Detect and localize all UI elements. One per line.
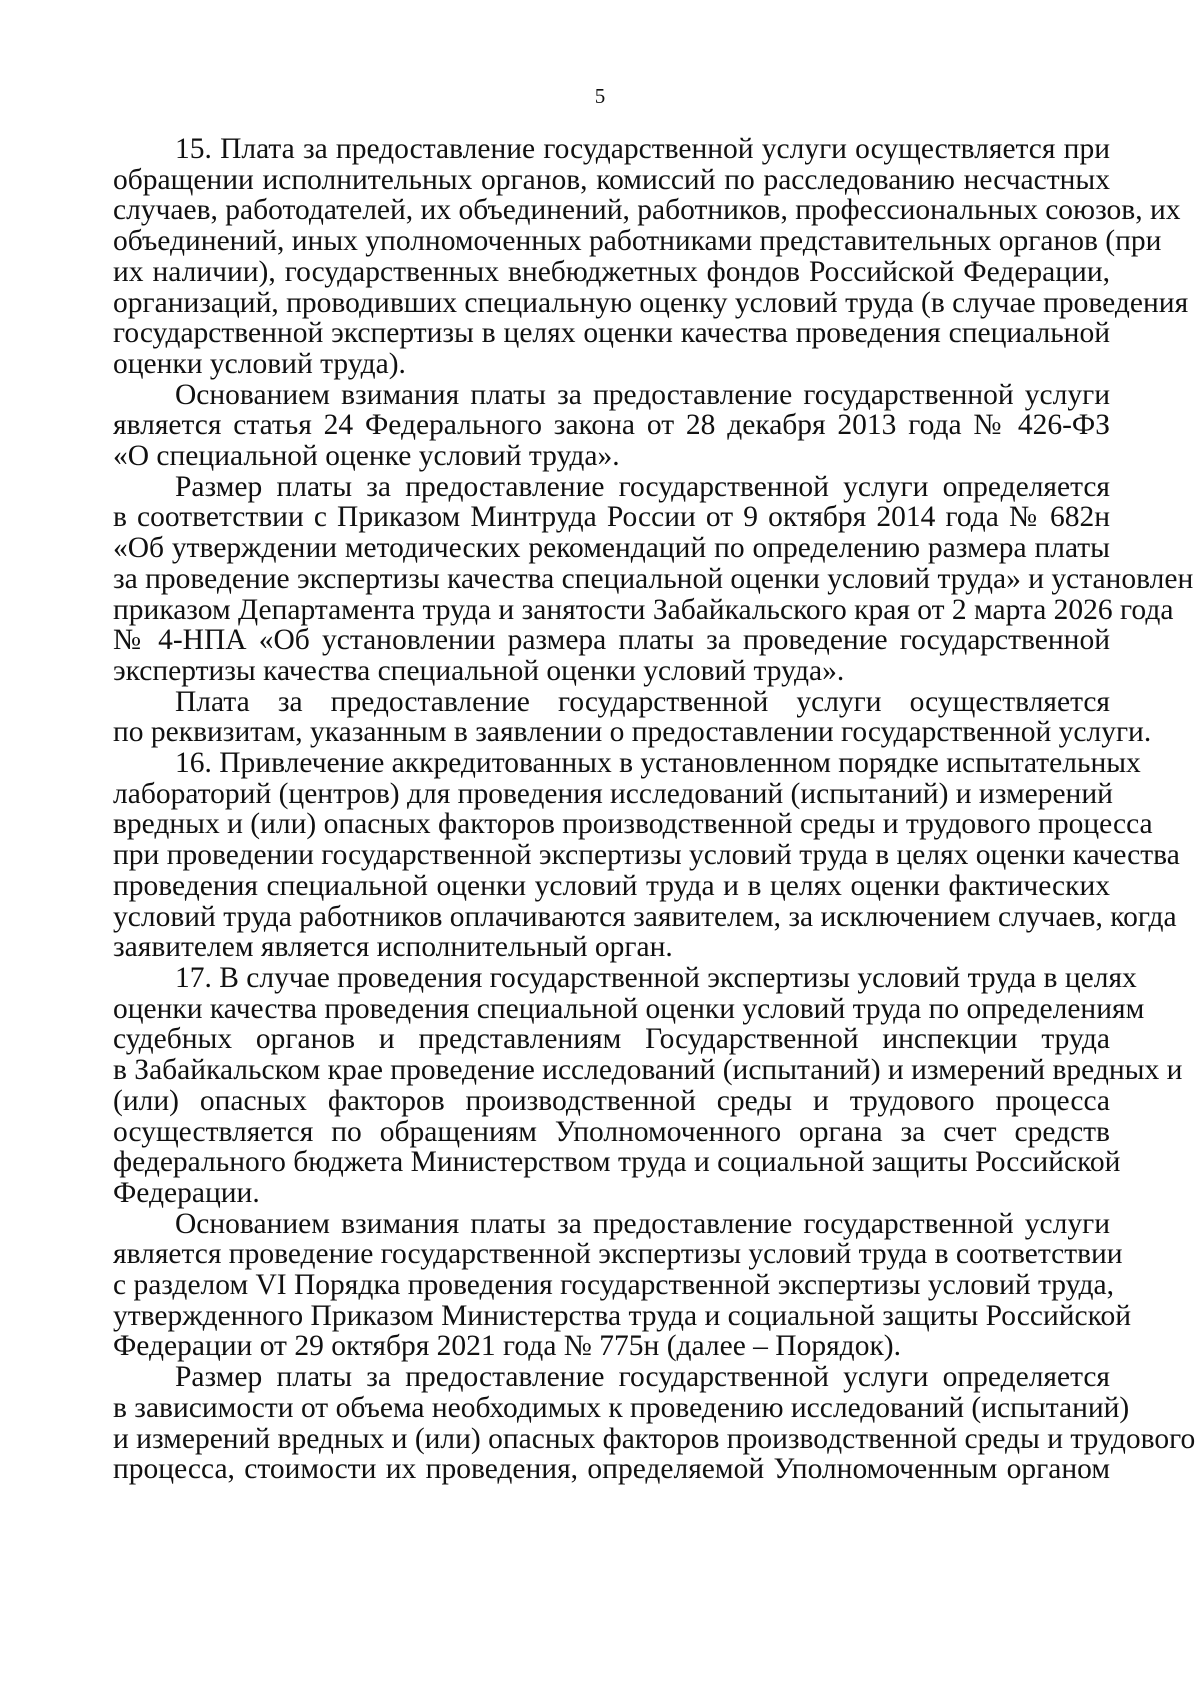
text-line: их наличии), государственных внебюджетных фондов Российской Федерации,: [113, 255, 1110, 288]
text-line: проведения специальной оценки условий труда и в целях оценки фактических: [113, 869, 1110, 902]
paragraph: [113, 747, 1180, 964]
text-line: утвержденного Приказом Министерства труда и социальной защиты Российской: [113, 1299, 1131, 1332]
text-line: осуществляется по обращениям Уполномоченного органа за счет средств: [113, 1115, 1110, 1148]
text-line: вредных и (или) опасных факторов производственной среды и трудового процесса: [113, 808, 1153, 841]
text-line: в зависимости от объема необходимых к проведению исследований (испытаний): [113, 1391, 1130, 1424]
text-line: процесса, стоимости их проведения, определяемой Уполномоченным органом: [113, 1453, 1110, 1486]
text-line: лабораторий (центров) для проведения исследований (испытаний) и измерений: [113, 777, 1113, 810]
paragraph: [113, 961, 1183, 1209]
text-line: «Об утверждении методических рекомендаций по определению размера платы: [113, 532, 1110, 565]
paragraph: [113, 470, 1194, 687]
text-line: 15. Плата за предоставление государственной услуги осуществляется при: [175, 133, 1110, 165]
text-line: экспертизы качества специальной оценки условий труда».: [113, 654, 845, 687]
text-line: с разделом VI Порядка проведения государственной экспертизы условий труда,: [113, 1269, 1115, 1302]
text-line: 16. Привлечение аккредитованных в установленном порядке испытательных: [175, 747, 1141, 780]
text-line: Основанием взимания платы за предоставление государственной услуги: [175, 378, 1110, 411]
text-line: федерального бюджета Министерством труда и социальной защиты Российской: [113, 1146, 1121, 1179]
text-line: является статья 24 Федерального закона от 28 декабря 2013 года № 426-ФЗ: [113, 409, 1110, 442]
paragraph: [113, 1207, 1131, 1363]
text-line: Федерации.: [113, 1176, 260, 1209]
text-line: оценки качества проведения специальной оценки условий труда по определениям: [113, 992, 1145, 1025]
text-line: Федерации от 29 октября 2021 года № 775н (далее – Порядок).: [113, 1330, 901, 1363]
text-line: по реквизитам, указанным в заявлении о предоставлении государственной услуги.: [113, 716, 1152, 749]
text-line: (или) опасных факторов производственной среды и трудового процесса: [113, 1084, 1110, 1117]
text-line: объединений, иных уполномоченных работниками представительных органов (при: [113, 225, 1162, 258]
text-line: и измерений вредных и (или) опасных факторов производственной среды и трудового: [113, 1422, 1196, 1455]
text-line: 17. В случае проведения государственной экспертизы условий труда в целях: [175, 961, 1137, 994]
paragraph: [113, 1361, 1196, 1486]
text-line: в соответствии с Приказом Минтруда России от 9 октября 2014 года № 682н: [113, 501, 1110, 534]
text-line: условий труда работников оплачиваются заявителем, за исключением случаев, когда: [113, 900, 1177, 933]
text-line: организаций, проводивших специальную оценку условий труда (в случае проведения: [113, 286, 1189, 319]
text-line: оценки условий труда).: [113, 347, 406, 380]
text-line: приказом Департамента труда и занятости Забайкальского края от 2 марта 2026 года: [113, 593, 1174, 626]
text-line: Основанием взимания платы за предоставление государственной услуги: [175, 1207, 1110, 1240]
page-number: 5: [594, 84, 606, 108]
text-line: за проведение экспертизы качества специальной оценки условий труда» и установлен: [113, 562, 1194, 595]
text-line: Плата за предоставление государственной услуги осуществляется: [175, 685, 1110, 718]
paragraph: [113, 380, 1110, 472]
text-line: государственной экспертизы в целях оценки качества проведения специальной: [113, 317, 1110, 350]
text-line: заявителем является исполнительный орган.: [113, 931, 673, 964]
text-line: судебных органов и представлениям Государственной инспекции труда: [113, 1023, 1110, 1056]
text-line: № 4-НПА «Об установлении размера платы за проведение государственной: [113, 624, 1110, 657]
text-line: Размер платы за предоставление государственной услуги определяется: [175, 1361, 1110, 1394]
text-line: является проведение государственной экспертизы условий труда в соответствии: [113, 1238, 1123, 1271]
document-body: [113, 133, 1196, 1486]
paragraph: [113, 133, 1189, 380]
text-line: в Забайкальском крае проведение исследований (испытаний) и измерений вредных и: [113, 1054, 1183, 1087]
text-line: обращении исполнительных органов, комиссий по расследованию несчастных: [113, 163, 1110, 196]
text-line: «О специальной оценке условий труда».: [113, 440, 620, 473]
text-line: при проведении государственной экспертизы условий труда в целях оценки качества: [113, 839, 1180, 872]
paragraph: [113, 685, 1152, 749]
text-line: случаев, работодателей, их объединений, работников, профессиональных союзов, их: [113, 194, 1181, 227]
text-line: Размер платы за предоставление государственной услуги определяется: [175, 470, 1110, 503]
